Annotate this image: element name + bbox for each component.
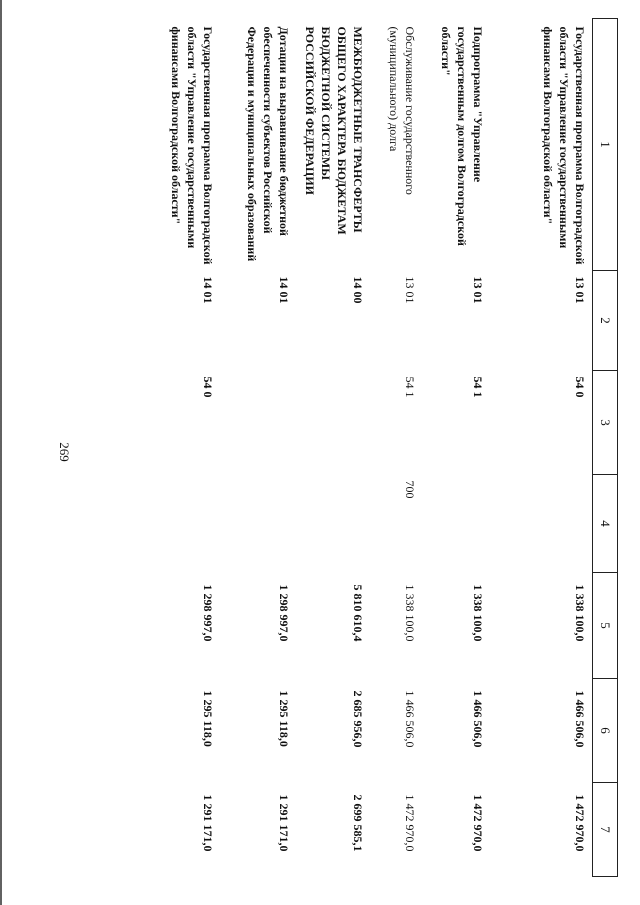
table-row	[130, 19, 220, 877]
table-row	[220, 19, 296, 877]
header-col-5: 5	[593, 573, 618, 679]
row-target-code	[220, 371, 296, 475]
row-amount-col6: 2 685 956,0	[351, 690, 365, 748]
row-target-code: 54 0	[573, 376, 587, 398]
row-amount-col7: 2 699 585,1	[351, 794, 365, 852]
header-col-7: 7	[593, 783, 618, 877]
table-row	[296, 19, 370, 877]
row-amount-col5: 1 338 100,0	[403, 584, 417, 642]
row-amount-col7: 1 291 171,0	[277, 794, 291, 852]
row-section-code: 13 01	[573, 276, 587, 304]
table-row	[422, 19, 490, 877]
row-amount-col7: 1 291 171,0	[201, 794, 215, 852]
row-expense-type	[296, 475, 370, 573]
table-body	[130, 19, 593, 877]
header-row	[593, 19, 618, 877]
table-header	[593, 19, 618, 877]
row-name: Подпрограмма "Управление государственным долгом Волгоградской области"	[439, 26, 485, 246]
row-expense-type	[130, 475, 220, 573]
page-number: 269	[57, 442, 72, 462]
row-name: МЕЖБЮДЖЕТНЫЕ ТРАНСФЕРТЫ ОБЩЕГО ХАРАКТЕРА БЮДЖЕТАМ БЮДЖЕТНОЙ СИСТЕМЫ РОССИЙСКОЙ ФЕДЕРАЦИИ	[303, 26, 365, 235]
header-col-2: 2	[593, 271, 618, 371]
row-section-code: 13 01	[403, 276, 417, 304]
row-amount-col6: 1 295 118,0	[277, 690, 291, 747]
budget-table	[130, 18, 618, 877]
header-col-4: 4	[593, 475, 618, 573]
row-section-code: 14 01	[277, 276, 291, 304]
row-section-code: 14 00	[351, 276, 365, 304]
row-amount-col5: 1 338 100,0	[471, 584, 485, 642]
table-row	[370, 19, 422, 877]
row-target-code: 54 1	[403, 376, 417, 398]
row-target-code: 54 0	[201, 376, 215, 398]
row-expense-type	[220, 475, 296, 573]
row-amount-col6: 1 466 506,0	[471, 690, 485, 748]
row-amount-col5: 1 298 997,0	[277, 584, 291, 642]
row-amount-col6: 1 466 506,0	[403, 690, 417, 748]
scan-edge-line	[0, 0, 8, 905]
row-name: Дотации на выравнивание бюджетной обеспеченности субъектов Российской Федерации и муниципальных образований	[245, 26, 291, 262]
rotated-table-container	[100, 18, 618, 876]
row-amount-col7: 1 472 970,0	[573, 794, 587, 852]
header-col-1: 1	[593, 19, 618, 271]
row-target-code	[296, 371, 370, 475]
header-col-3: 3	[593, 371, 618, 475]
row-expense-type	[422, 475, 490, 573]
row-amount-col5: 1 298 997,0	[201, 584, 215, 642]
row-amount-col5: 1 338 100,0	[573, 584, 587, 642]
row-name: Государственная программа Волгоградской области "Управление государственными финансами Волгоградской области"	[541, 26, 587, 265]
row-expense-type: 700	[403, 480, 417, 499]
header-col-6: 6	[593, 679, 618, 783]
table-row	[490, 19, 593, 877]
row-amount-col6: 1 295 118,0	[201, 690, 215, 747]
row-amount-col6: 1 466 506,0	[573, 690, 587, 748]
row-name: Обслуживание государственного (муниципального) долга	[387, 26, 417, 195]
row-amount-col7: 1 472 970,0	[403, 794, 417, 852]
row-target-code: 54 1	[471, 376, 485, 398]
row-name: Государственная программа Волгоградской области "Управление государственными финансами Волгоградской области"	[169, 26, 215, 265]
row-amount-col7: 1 472 970,0	[471, 794, 485, 852]
row-section-code: 13 01	[471, 276, 485, 304]
row-section-code: 14 01	[201, 276, 215, 304]
row-amount-col5: 5 810 610,4	[351, 584, 365, 642]
row-expense-type	[490, 475, 593, 573]
